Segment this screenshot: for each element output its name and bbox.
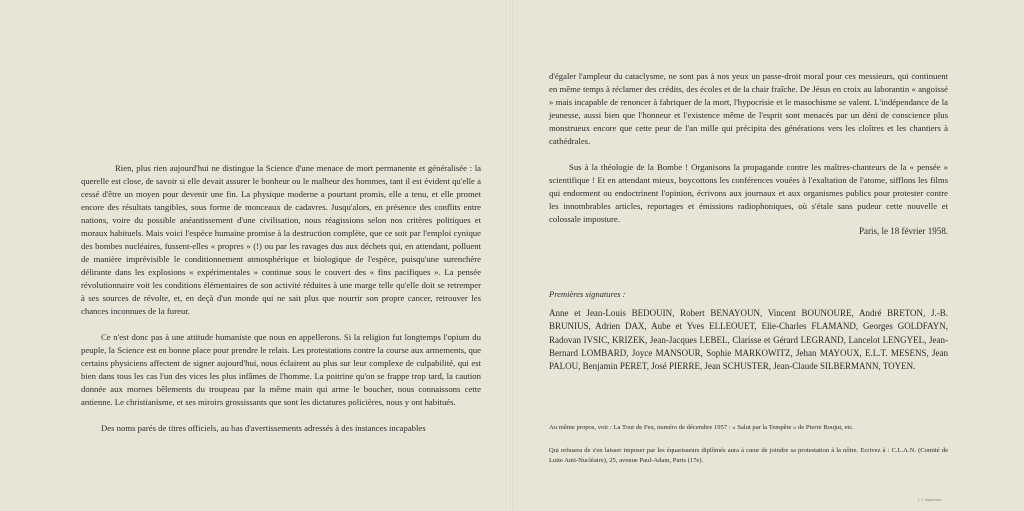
right-paragraph-2: Sus à la théologie de la Bombe ! Organisons la propagande contre les maîtres-chanteurs de la « pensée » scientifique ! Et en attendant mieux, boycottons les conférences vouées à l'exaltation de l'atome, sifflons les films qui endorment ou endoctrinent l'opinion, écrivons aux journaux et aux organismes publics pour protester contre les innombrables articles, reportages et émissions radiophoniques, où s'étale sans pudeur cette nouvelle et colossale imposture. — [549, 162, 948, 224]
center-fold — [510, 0, 513, 511]
footnote-contact: Qui refusera de s'en laisser imposer par les équarisseurs diplômés aura à cœur de joindre sa protestation à la nôtre. Ecrivez à : C.L.A.N. (Comité de Lutte Anti-Nucléaire), 25, avenue Paul-Adam, Paris (17e). — [549, 447, 948, 464]
printer-mark: I. I. imprimeur — [918, 497, 942, 502]
left-paragraph-3: Des noms parés de titres officiels, au bas d'avertissements adressés à des instances incapables — [101, 423, 426, 433]
date-line: Paris, le 18 février 1958. — [859, 226, 948, 236]
footnote-reference: Au même propos, voir : La Tour de Feu, numéro de décembre 1957 : « Salut par la Tempête » de Pierre Boujut, etc. — [549, 424, 854, 431]
signatures-heading: Premières signatures : — [549, 289, 626, 299]
left-paragraph-1: Rien, plus rien aujourd'hui ne distingue la Science d'une menace de mort permanente et généralisée : la querelle est close, de savoir si elle devait assurer le bonheur ou le malheur des hommes, tant il est évident qu'elle a cessé d'être un moyen pour devenir une fin. La physique moderne a pourtant promis, elle a tenu, et elle promet encore des résultats tangibles, sous forme de monceaux de cadavres. Jusqu'alors, en présence des conflits entre nations, voire du possible anéantissement d'une civilisation, nous réagissions selon nos critères politiques et moraux habituels. Mais voici l'espèce humaine promise à la destruction complète, que ce soit par l'emploi cynique des bombes nucléaires, fussent-elles « propres » (!) ou par les ravages dus aux déchets qui, en attendant, polluent de manière imprévisible le conditionnement atmosphérique et biologique de l'espèce, puisqu'une surenchère délirante dans les explosions « expérimentales » continue sous le couvert des « fins pacifiques ». La pensée révolutionnaire voit les conditions élémentaires de son activité réduites à une marge telle qu'elle doit se retremper à ses sources de révolte, et, en deçà d'un monde qui ne sait plus que nourrir son propre cancer, retrouver les chances inconnues de la fureur. — [81, 163, 481, 316]
right-column — [549, 70, 948, 226]
left-paragraph-2: Ce n'est donc pas à une attitude humaniste que nous en appellerons. Si la religion fut longtemps l'opium du peuple, la Science est en bonne place pour prendre le relais. Les protestations contre la course aux armements, que certains physiciens affectent de signer aujourd'hui, nous éclairent au plus sur leur complexe de culpabilité, qui est bien dans tous les cas l'un des vices les plus infâmes de l'homme. La poitrine qu'on se frappe trop tard, la caution donnée aux mornes bêlements du troupeau par la même main qui arme le boucher, nous connaissons cette antienne. Le christianisme, et ses miroirs grossissants que sont les dictatures policières, nous y ont habitués. — [81, 332, 481, 407]
signatures-list: Anne et Jean-Louis BEDOUIN, Robert BENAYOUN, Vincent BOUNOURE, André BRETON, J.-B. BRUNIUS, Adrien DAX, Aube et Yves ELLEOUET, Elie-Charles FLAMAND, Georges GOLDFAYN, Radovan IVSIC, KRIZEK, Jean-Jacques LEBEL, Clarisse et Gérard LEGRAND, Lancelot LENGYEL, Jean-Bernard LOMBARD, Joyce MANSOUR, Sophie MARKOWITZ, Jehan MAYOUX, E.L.T. MESENS, Jean PALOU, Benjamin PERET, José PIERRE, Jean SCHUSTER, Jean-Claude SILBERMANN, TOYEN. — [549, 308, 948, 372]
left-column — [81, 162, 481, 435]
right-paragraph-1: d'égaler l'ampleur du cataclysme, ne sont pas à nos yeux un passe-droit moral pour ces messieurs, qui continuent en même temps à réclamer des crédits, des écoles et de la chair fraîche. De Jésus en croix au laborantin « angoissé » mais incapable de renoncer à fabriquer de la mort, l'hypocrisie et le masochisme se valent. L'indépendance de la jeunesse, aussi bien que l'honneur et l'existence même de l'esprit sont menacés par un déni de conscience plus monstrueux encore que cette peur de l'an mille qui précipita des générations vers les cloîtres et les chantiers à cathédrales. — [549, 71, 948, 146]
